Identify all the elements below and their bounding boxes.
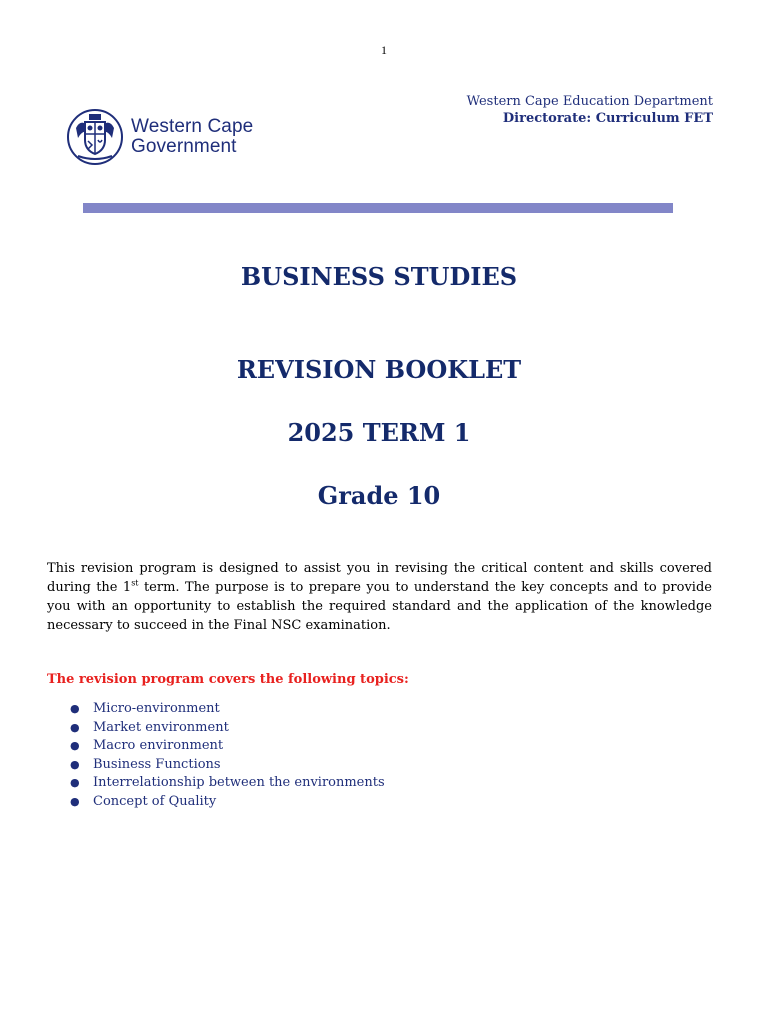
department-header (467, 93, 713, 127)
topics-list (66, 700, 385, 811)
list-item (66, 700, 385, 719)
list-item (66, 719, 385, 738)
bullet-icon: ● (70, 757, 80, 771)
topics-heading: The revision program covers the following topics: (47, 672, 409, 687)
page-number: 1 (381, 43, 387, 57)
subject-title: BUSINESS STUDIES (240, 262, 518, 291)
logo-wordmark (131, 117, 253, 157)
bullet-icon: ● (70, 739, 80, 752)
intro-text-part-2: term. The purpose is to prepare you to understand the key concepts and to provide you with an opportunity to establish the required standard and the application of the knowledge necessary to succeed in the Final NSC examination. (47, 580, 712, 633)
bullet-icon: ● (70, 776, 80, 789)
topic-label: Market environment (93, 719, 229, 735)
topic-label: Micro-environment (93, 701, 220, 716)
header-divider-bar (83, 203, 673, 213)
term-title: 2025 TERM 1 (287, 418, 471, 447)
list-item (66, 737, 385, 756)
grade-title: Grade 10 (317, 481, 441, 510)
department-name: Western Cape Education Department (466, 94, 713, 109)
list-item (66, 793, 385, 812)
topic-label: Macro environment (93, 738, 224, 753)
list-item (66, 774, 385, 793)
topic-label: Business Functions (93, 756, 221, 772)
list-item (66, 756, 385, 775)
directorate-name: Directorate: Curriculum FET (502, 111, 713, 126)
logo-line-1: Western Cape (131, 116, 254, 137)
topic-label: Concept of Quality (93, 793, 217, 809)
bullet-icon: ● (70, 794, 80, 808)
bullet-icon: ● (70, 702, 80, 715)
intro-text-part-1: This revision program is designed to assist you in revising the critical content and skills covered during the 1 (47, 561, 712, 595)
intro-paragraph (47, 559, 712, 635)
intro-superscript: st (131, 578, 139, 588)
coat-of-arms-icon (66, 108, 124, 166)
logo-line-2: Government (131, 136, 237, 157)
bullet-icon: ● (70, 720, 80, 734)
western-cape-government-logo (66, 108, 253, 166)
booklet-title: REVISION BOOKLET (236, 355, 522, 384)
topic-label: Interrelationship between the environments (93, 775, 385, 790)
